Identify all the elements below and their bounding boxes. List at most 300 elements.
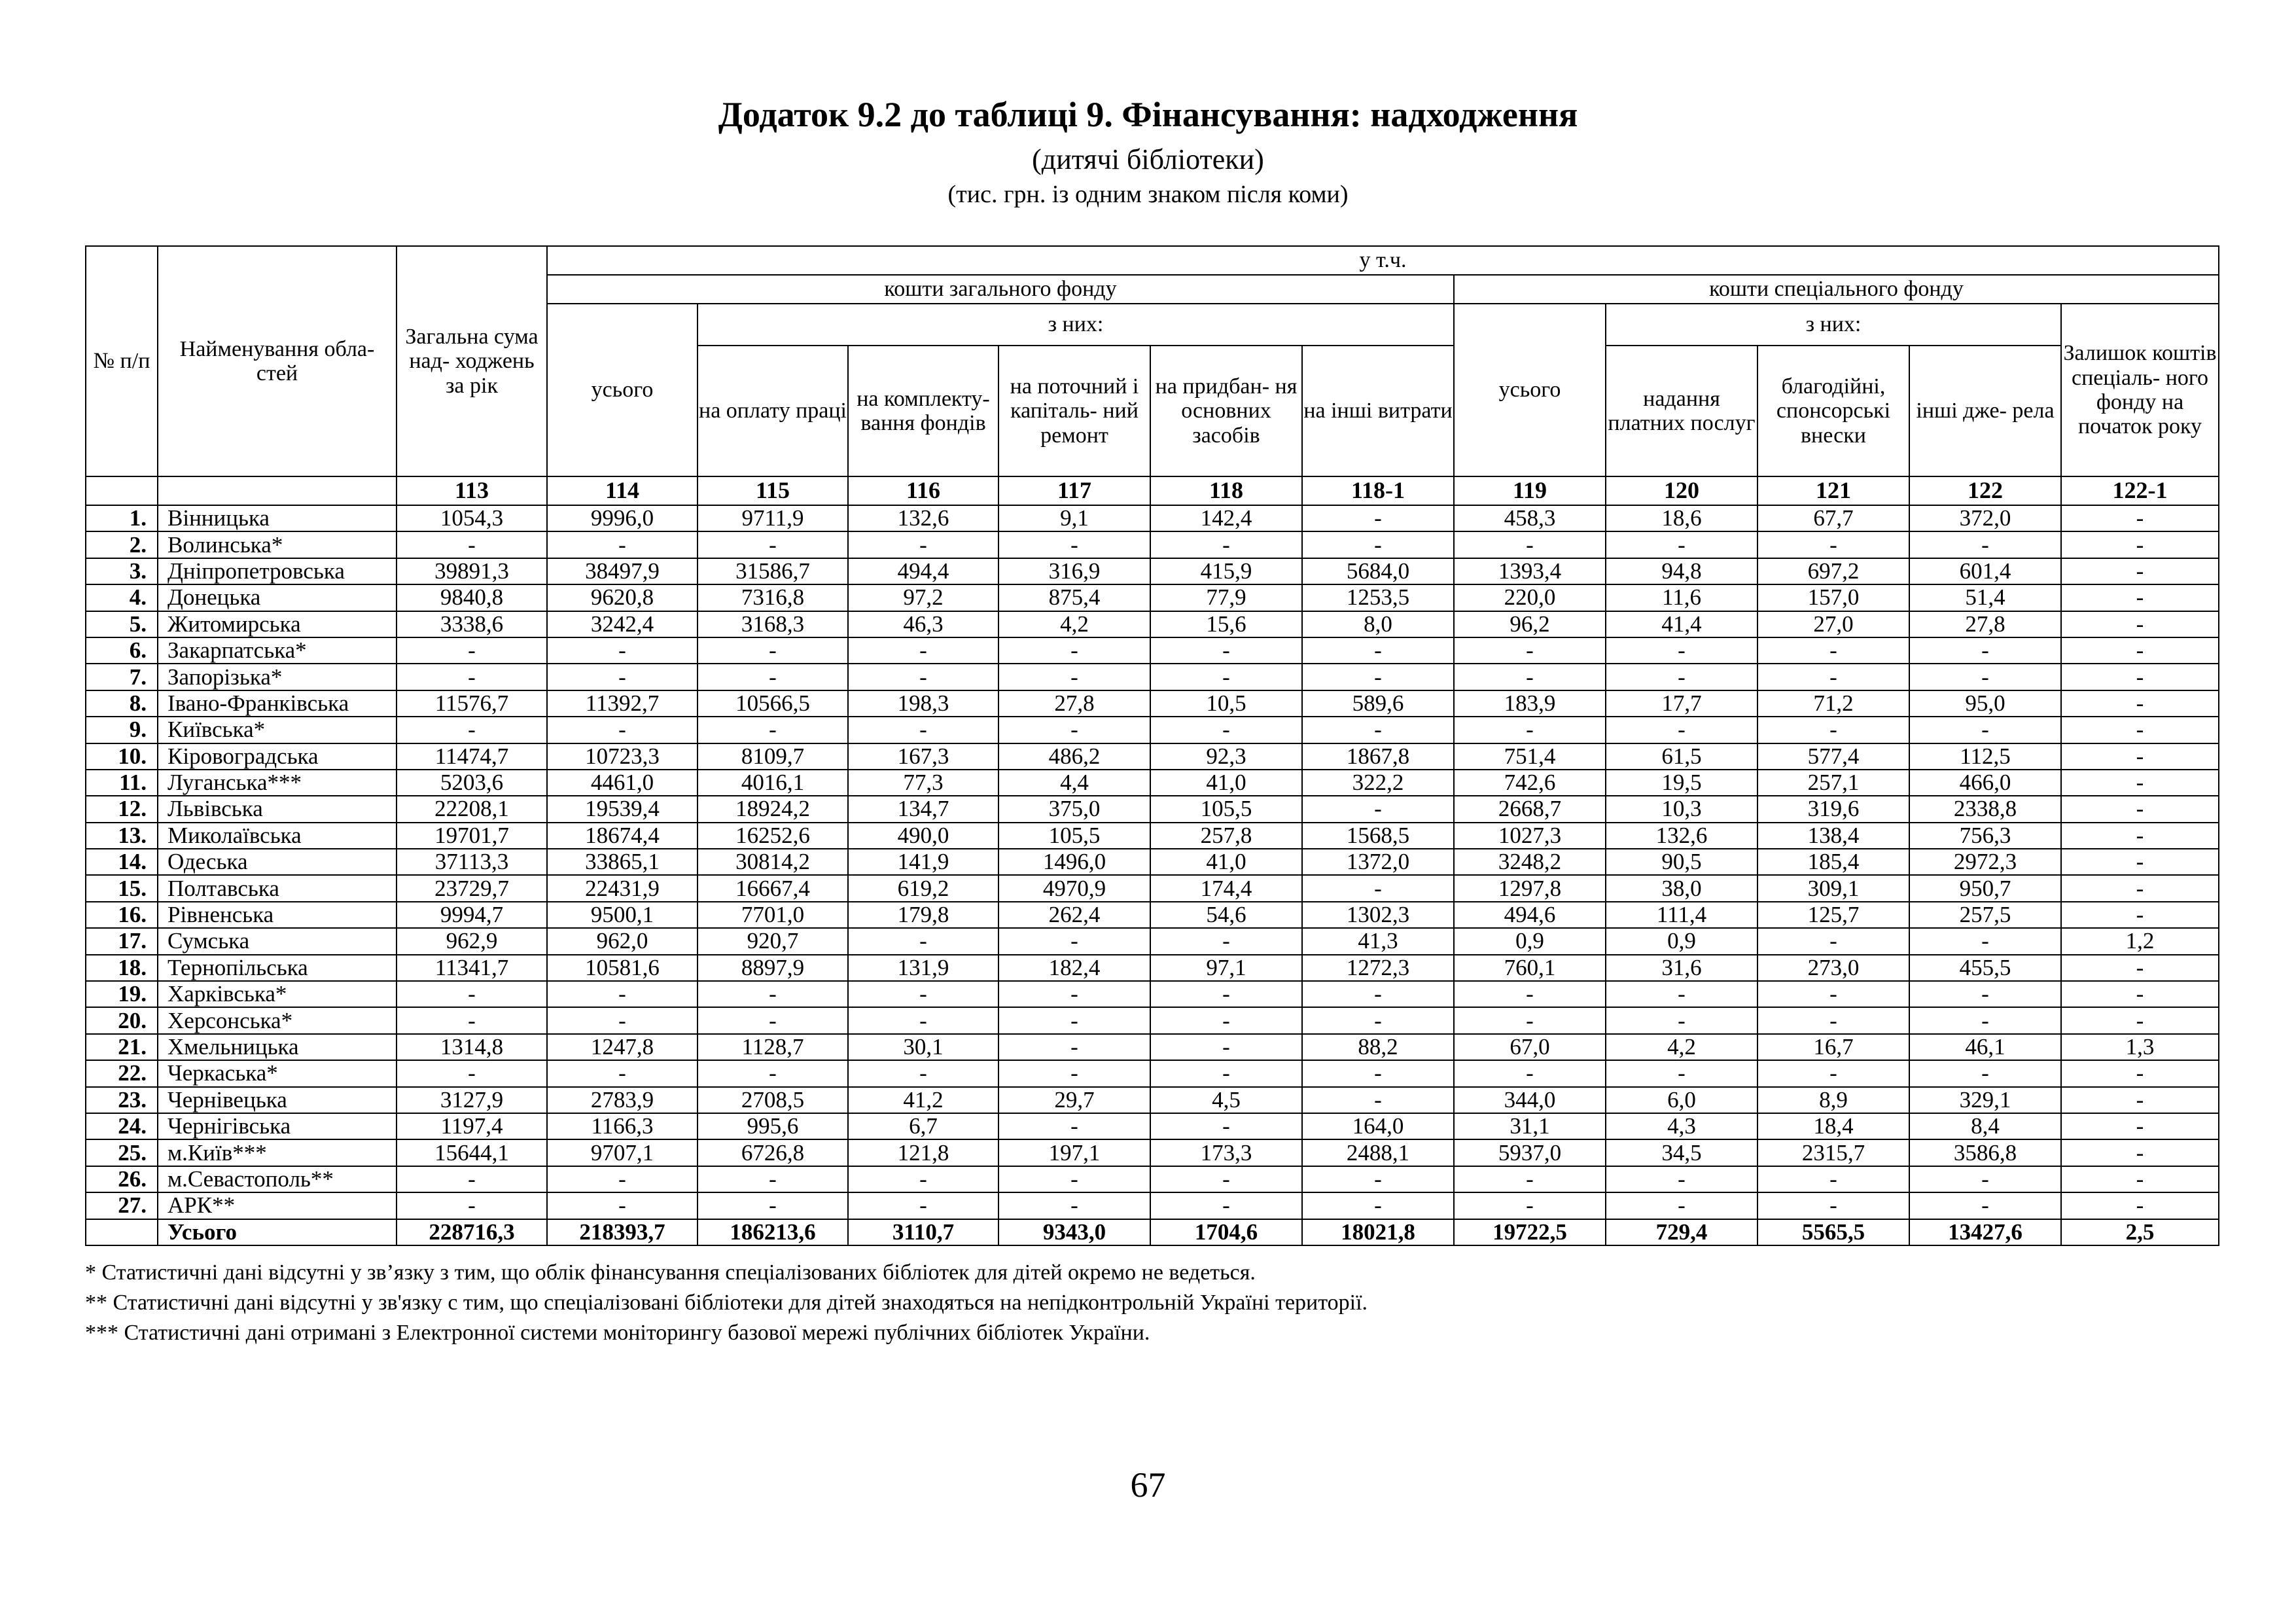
value-cell: 466,0 bbox=[1909, 770, 2061, 796]
value-cell: 29,7 bbox=[998, 1087, 1150, 1113]
value-cell: - bbox=[1757, 1060, 1909, 1086]
value-cell: 5203,6 bbox=[397, 770, 547, 796]
value-cell: 39891,3 bbox=[397, 558, 547, 584]
value-cell: 4,5 bbox=[1150, 1087, 1302, 1113]
value-cell: - bbox=[1757, 1007, 1909, 1033]
row-number: 25. bbox=[86, 1139, 158, 1166]
value-cell: 4,3 bbox=[1606, 1113, 1757, 1139]
row-number bbox=[86, 1219, 158, 1245]
value-cell: 11392,7 bbox=[547, 690, 698, 717]
value-cell: - bbox=[547, 637, 698, 664]
value-cell: - bbox=[2061, 690, 2219, 717]
value-cell: 3168,3 bbox=[698, 611, 848, 637]
header-total: Загальна сума над- ходжень за рік bbox=[397, 246, 547, 476]
value-cell: 3127,9 bbox=[397, 1087, 547, 1113]
value-cell: - bbox=[1606, 664, 1757, 690]
value-cell: 875,4 bbox=[998, 584, 1150, 611]
value-cell: 95,0 bbox=[1909, 690, 2061, 717]
value-cell: - bbox=[698, 1007, 848, 1033]
value-cell: - bbox=[2061, 1087, 2219, 1113]
value-cell: - bbox=[2061, 1166, 2219, 1192]
value-cell: 1054,3 bbox=[397, 505, 547, 531]
region-name: АРК** bbox=[158, 1192, 397, 1219]
value-cell: - bbox=[2061, 1139, 2219, 1166]
value-cell: - bbox=[2061, 1192, 2219, 1219]
column-code: 122 bbox=[1909, 476, 2061, 505]
value-cell: - bbox=[1909, 1192, 2061, 1219]
value-cell: 1867,8 bbox=[1302, 743, 1454, 770]
region-name: Харківська* bbox=[158, 981, 397, 1007]
value-cell: 11474,7 bbox=[397, 743, 547, 770]
header-wages: на оплату праці bbox=[698, 346, 848, 476]
value-cell: - bbox=[1302, 664, 1454, 690]
value-cell: - bbox=[848, 1192, 998, 1219]
table-row bbox=[86, 1060, 2219, 1086]
value-cell: 1253,5 bbox=[1302, 584, 1454, 611]
value-cell: 2315,7 bbox=[1757, 1139, 1909, 1166]
value-cell: - bbox=[1454, 664, 1606, 690]
value-cell: 962,9 bbox=[397, 928, 547, 954]
value-cell: 1314,8 bbox=[397, 1034, 547, 1060]
value-cell: 11576,7 bbox=[397, 690, 547, 717]
value-cell: 375,0 bbox=[998, 796, 1150, 822]
column-codes-row bbox=[86, 476, 2219, 505]
value-cell: 97,2 bbox=[848, 584, 998, 611]
value-cell: - bbox=[1302, 531, 1454, 558]
value-cell: - bbox=[1150, 928, 1302, 954]
table-row bbox=[86, 1166, 2219, 1192]
value-cell: 10,5 bbox=[1150, 690, 1302, 717]
row-number: 11. bbox=[86, 770, 158, 796]
value-cell: 1128,7 bbox=[698, 1034, 848, 1060]
value-cell: 9994,7 bbox=[397, 902, 547, 928]
footnote: ** Статистичні дані відсутні у зв'язку с тим, що спеціалізовані бібліотеки для дітей знаходяться на непідконтрольній Україні території. bbox=[85, 1291, 1368, 1315]
value-cell: 179,8 bbox=[848, 902, 998, 928]
value-cell: - bbox=[1909, 1007, 2061, 1033]
value-cell: 67,0 bbox=[1454, 1034, 1606, 1060]
value-cell: 132,6 bbox=[1606, 823, 1757, 849]
value-cell: 132,6 bbox=[848, 505, 998, 531]
value-cell: 4016,1 bbox=[698, 770, 848, 796]
value-cell: - bbox=[1454, 981, 1606, 1007]
value-cell: - bbox=[1150, 1060, 1302, 1086]
value-cell: 10723,3 bbox=[547, 743, 698, 770]
region-name: Житомирська bbox=[158, 611, 397, 637]
header-charity: благодійні, спонсорські внески bbox=[1757, 346, 1909, 476]
row-number: 20. bbox=[86, 1007, 158, 1033]
units-note: (тис. грн. із одним знаком після коми) bbox=[947, 181, 1349, 208]
header-general-total: усього bbox=[547, 304, 698, 476]
value-cell: - bbox=[848, 531, 998, 558]
header-other-sources: інші дже- рела bbox=[1909, 346, 2061, 476]
column-code: 118 bbox=[1150, 476, 1302, 505]
value-cell: 30,1 bbox=[848, 1034, 998, 1060]
value-cell: - bbox=[1150, 1113, 1302, 1139]
value-cell: 38,0 bbox=[1606, 875, 1757, 901]
region-name: Волинська* bbox=[158, 531, 397, 558]
row-number: 23. bbox=[86, 1087, 158, 1113]
footnotes bbox=[85, 1258, 1368, 1348]
value-cell: 105,5 bbox=[998, 823, 1150, 849]
row-number: 18. bbox=[86, 955, 158, 981]
row-number: 7. bbox=[86, 664, 158, 690]
value-cell: - bbox=[998, 664, 1150, 690]
value-cell: - bbox=[1454, 637, 1606, 664]
value-cell: 257,8 bbox=[1150, 823, 1302, 849]
value-cell: 173,3 bbox=[1150, 1139, 1302, 1166]
value-cell: 2488,1 bbox=[1302, 1139, 1454, 1166]
value-cell: 319,6 bbox=[1757, 796, 1909, 822]
value-cell: 1272,3 bbox=[1302, 955, 1454, 981]
value-cell: - bbox=[2061, 796, 2219, 822]
table-row bbox=[86, 637, 2219, 664]
value-cell: 182,4 bbox=[998, 955, 1150, 981]
table-row bbox=[86, 849, 2219, 875]
table-row bbox=[86, 875, 2219, 901]
value-cell: 3586,8 bbox=[1909, 1139, 2061, 1166]
value-cell: - bbox=[698, 981, 848, 1007]
value-cell: - bbox=[1150, 981, 1302, 1007]
value-cell: 41,3 bbox=[1302, 928, 1454, 954]
row-number: 4. bbox=[86, 584, 158, 611]
value-cell: - bbox=[1150, 531, 1302, 558]
table-row bbox=[86, 664, 2219, 690]
region-name: Кіровоградська bbox=[158, 743, 397, 770]
row-number: 15. bbox=[86, 875, 158, 901]
value-cell: - bbox=[1302, 1007, 1454, 1033]
table-row bbox=[86, 531, 2219, 558]
value-cell: 751,4 bbox=[1454, 743, 1606, 770]
value-cell: - bbox=[1606, 1192, 1757, 1219]
value-cell: 455,5 bbox=[1909, 955, 2061, 981]
value-cell: - bbox=[1150, 1034, 1302, 1060]
total-row bbox=[86, 1219, 2219, 1245]
value-cell: 10581,6 bbox=[547, 955, 698, 981]
value-cell: 16667,4 bbox=[698, 875, 848, 901]
value-cell: - bbox=[1909, 717, 2061, 743]
value-cell: 577,4 bbox=[1757, 743, 1909, 770]
value-cell: 167,3 bbox=[848, 743, 998, 770]
table-row bbox=[86, 717, 2219, 743]
region-name: Полтавська bbox=[158, 875, 397, 901]
value-cell: 742,6 bbox=[1454, 770, 1606, 796]
value-cell: 22208,1 bbox=[397, 796, 547, 822]
region-name: Усього bbox=[158, 1219, 397, 1245]
value-cell: - bbox=[2061, 558, 2219, 584]
value-cell: 3248,2 bbox=[1454, 849, 1606, 875]
value-cell: 1166,3 bbox=[547, 1113, 698, 1139]
value-cell: 0,9 bbox=[1606, 928, 1757, 954]
value-cell: 198,3 bbox=[848, 690, 998, 717]
value-cell: 1302,3 bbox=[1302, 902, 1454, 928]
value-cell: 16252,6 bbox=[698, 823, 848, 849]
value-cell: 2338,8 bbox=[1909, 796, 2061, 822]
row-number: 17. bbox=[86, 928, 158, 954]
region-name: Івано-Франківська bbox=[158, 690, 397, 717]
value-cell: 19,5 bbox=[1606, 770, 1757, 796]
header-incl: у т.ч. bbox=[547, 246, 2219, 275]
value-cell: - bbox=[2061, 505, 2219, 531]
value-cell: - bbox=[1606, 1060, 1757, 1086]
value-cell: - bbox=[698, 1192, 848, 1219]
row-number: 3. bbox=[86, 558, 158, 584]
header-fixed-assets: на придбан- ня основних засобів bbox=[1150, 346, 1302, 476]
row-number: 13. bbox=[86, 823, 158, 849]
value-cell: - bbox=[1757, 664, 1909, 690]
page-number: 67 bbox=[1130, 1465, 1166, 1505]
value-cell: 37113,3 bbox=[397, 849, 547, 875]
header-name: Найменування обла- стей bbox=[158, 246, 397, 476]
value-cell: 228716,3 bbox=[397, 1219, 547, 1245]
value-cell: 9620,8 bbox=[547, 584, 698, 611]
value-cell: 27,8 bbox=[998, 690, 1150, 717]
value-cell: - bbox=[1909, 1060, 2061, 1086]
value-cell: 41,4 bbox=[1606, 611, 1757, 637]
region-name: Рівненська bbox=[158, 902, 397, 928]
row-number: 12. bbox=[86, 796, 158, 822]
value-cell: - bbox=[848, 717, 998, 743]
column-code: 118-1 bbox=[1302, 476, 1454, 505]
value-cell: - bbox=[998, 1034, 1150, 1060]
row-number: 1. bbox=[86, 505, 158, 531]
value-cell: - bbox=[698, 1060, 848, 1086]
column-code: 115 bbox=[698, 476, 848, 505]
value-cell: - bbox=[547, 717, 698, 743]
value-cell: - bbox=[998, 1060, 1150, 1086]
value-cell: 90,5 bbox=[1606, 849, 1757, 875]
value-cell: 344,0 bbox=[1454, 1087, 1606, 1113]
value-cell: 1393,4 bbox=[1454, 558, 1606, 584]
value-cell: 372,0 bbox=[1909, 505, 2061, 531]
region-name: Київська* bbox=[158, 717, 397, 743]
row-number: 8. bbox=[86, 690, 158, 717]
value-cell: 46,1 bbox=[1909, 1034, 2061, 1060]
header-general-fund: кошти загального фонду bbox=[547, 275, 1454, 304]
value-cell: 486,2 bbox=[998, 743, 1150, 770]
table-row bbox=[86, 1034, 2219, 1060]
region-name: Вінницька bbox=[158, 505, 397, 531]
value-cell: 458,3 bbox=[1454, 505, 1606, 531]
value-cell: 19701,7 bbox=[397, 823, 547, 849]
value-cell: - bbox=[1302, 981, 1454, 1007]
table-row bbox=[86, 770, 2219, 796]
value-cell: 589,6 bbox=[1302, 690, 1454, 717]
value-cell: 1297,8 bbox=[1454, 875, 1606, 901]
value-cell: 174,4 bbox=[1150, 875, 1302, 901]
value-cell: 3110,7 bbox=[848, 1219, 998, 1245]
table-header bbox=[86, 246, 2219, 505]
value-cell: 19722,5 bbox=[1454, 1219, 1606, 1245]
value-cell: 19539,4 bbox=[547, 796, 698, 822]
value-cell: 164,0 bbox=[1302, 1113, 1454, 1139]
value-cell: 7316,8 bbox=[698, 584, 848, 611]
value-cell: 30814,2 bbox=[698, 849, 848, 875]
region-name: Закарпатська* bbox=[158, 637, 397, 664]
value-cell: - bbox=[698, 531, 848, 558]
value-cell: - bbox=[998, 1192, 1150, 1219]
value-cell: 183,9 bbox=[1454, 690, 1606, 717]
value-cell: 41,0 bbox=[1150, 849, 1302, 875]
value-cell: - bbox=[698, 1166, 848, 1192]
value-cell: 5565,5 bbox=[1757, 1219, 1909, 1245]
value-cell: 9,1 bbox=[998, 505, 1150, 531]
table-row bbox=[86, 955, 2219, 981]
value-cell: 490,0 bbox=[848, 823, 998, 849]
value-cell: 619,2 bbox=[848, 875, 998, 901]
region-name: Дніпропетровська bbox=[158, 558, 397, 584]
value-cell: 8,4 bbox=[1909, 1113, 2061, 1139]
value-cell: 11341,7 bbox=[397, 955, 547, 981]
footnote: * Статистичні дані відсутні у зв’язку з тим, що облік фінансування спеціалізованих бібліотек для дітей окремо не ведеться. bbox=[85, 1260, 1256, 1285]
table-row bbox=[86, 743, 2219, 770]
column-code: 117 bbox=[998, 476, 1150, 505]
value-cell: - bbox=[848, 1007, 998, 1033]
row-number: 6. bbox=[86, 637, 158, 664]
table-row bbox=[86, 611, 2219, 637]
value-cell: 6,7 bbox=[848, 1113, 998, 1139]
header-paid-services: надання платних послуг bbox=[1606, 346, 1757, 476]
value-cell: - bbox=[1302, 637, 1454, 664]
value-cell: 71,2 bbox=[1757, 690, 1909, 717]
value-cell: - bbox=[698, 637, 848, 664]
value-cell: - bbox=[1757, 1192, 1909, 1219]
value-cell: 218393,7 bbox=[547, 1219, 698, 1245]
row-number: 26. bbox=[86, 1166, 158, 1192]
region-name: м.Севастополь** bbox=[158, 1166, 397, 1192]
value-cell: - bbox=[1757, 637, 1909, 664]
row-number: 22. bbox=[86, 1060, 158, 1086]
region-name: Сумська bbox=[158, 928, 397, 954]
table-row bbox=[86, 558, 2219, 584]
table-row bbox=[86, 1007, 2219, 1033]
value-cell: - bbox=[2061, 981, 2219, 1007]
value-cell: - bbox=[547, 1192, 698, 1219]
value-cell: - bbox=[397, 1166, 547, 1192]
value-cell: 4,2 bbox=[998, 611, 1150, 637]
value-cell: 5937,0 bbox=[1454, 1139, 1606, 1166]
value-cell: - bbox=[547, 1166, 698, 1192]
value-cell: - bbox=[848, 981, 998, 1007]
value-cell: 17,7 bbox=[1606, 690, 1757, 717]
value-cell: 41,2 bbox=[848, 1087, 998, 1113]
value-cell: 15644,1 bbox=[397, 1139, 547, 1166]
region-name: Херсонська* bbox=[158, 1007, 397, 1033]
value-cell: - bbox=[1150, 1007, 1302, 1033]
value-cell: 1,2 bbox=[2061, 928, 2219, 954]
value-cell: - bbox=[547, 1007, 698, 1033]
value-cell: 257,1 bbox=[1757, 770, 1909, 796]
value-cell: - bbox=[2061, 584, 2219, 611]
value-cell: - bbox=[848, 928, 998, 954]
value-cell: 257,5 bbox=[1909, 902, 2061, 928]
value-cell: - bbox=[1302, 1060, 1454, 1086]
value-cell: 16,7 bbox=[1757, 1034, 1909, 1060]
value-cell: 77,9 bbox=[1150, 584, 1302, 611]
table-row bbox=[86, 1192, 2219, 1219]
value-cell: 185,4 bbox=[1757, 849, 1909, 875]
value-cell: 1372,0 bbox=[1302, 849, 1454, 875]
value-cell: 1197,4 bbox=[397, 1113, 547, 1139]
value-cell: 15,6 bbox=[1150, 611, 1302, 637]
value-cell: 329,1 bbox=[1909, 1087, 2061, 1113]
value-cell: 31586,7 bbox=[698, 558, 848, 584]
value-cell: - bbox=[1302, 1192, 1454, 1219]
value-cell: - bbox=[2061, 955, 2219, 981]
table-row bbox=[86, 823, 2219, 849]
value-cell: - bbox=[1150, 1192, 1302, 1219]
value-cell: 121,8 bbox=[848, 1139, 998, 1166]
value-cell: 8109,7 bbox=[698, 743, 848, 770]
value-cell: 111,4 bbox=[1606, 902, 1757, 928]
value-cell: - bbox=[1757, 1166, 1909, 1192]
value-cell: - bbox=[2061, 770, 2219, 796]
value-cell: - bbox=[1757, 531, 1909, 558]
value-cell: 756,3 bbox=[1909, 823, 2061, 849]
row-number: 24. bbox=[86, 1113, 158, 1139]
value-cell: 3338,6 bbox=[397, 611, 547, 637]
column-code: 120 bbox=[1606, 476, 1757, 505]
value-cell: - bbox=[998, 1166, 1150, 1192]
value-cell: 494,6 bbox=[1454, 902, 1606, 928]
column-code: 121 bbox=[1757, 476, 1909, 505]
value-cell: 88,2 bbox=[1302, 1034, 1454, 1060]
row-number: 19. bbox=[86, 981, 158, 1007]
value-cell: 92,3 bbox=[1150, 743, 1302, 770]
value-cell: 601,4 bbox=[1909, 558, 2061, 584]
value-cell: 962,0 bbox=[547, 928, 698, 954]
financing-table bbox=[85, 245, 2219, 1246]
value-cell: 9707,1 bbox=[547, 1139, 698, 1166]
value-cell: - bbox=[848, 637, 998, 664]
value-cell: 262,4 bbox=[998, 902, 1150, 928]
value-cell: - bbox=[1150, 637, 1302, 664]
value-cell: 9840,8 bbox=[397, 584, 547, 611]
header-of-which-special: з них: bbox=[1606, 304, 2061, 346]
value-cell: 9996,0 bbox=[547, 505, 698, 531]
value-cell: 38497,9 bbox=[547, 558, 698, 584]
row-number: 21. bbox=[86, 1034, 158, 1060]
value-cell: 18,4 bbox=[1757, 1113, 1909, 1139]
value-cell: - bbox=[1454, 531, 1606, 558]
value-cell: - bbox=[698, 717, 848, 743]
value-cell: - bbox=[998, 1007, 1150, 1033]
value-cell: 197,1 bbox=[998, 1139, 1150, 1166]
value-cell: 220,0 bbox=[1454, 584, 1606, 611]
table-row bbox=[86, 1113, 2219, 1139]
value-cell: - bbox=[547, 664, 698, 690]
region-name: Чернігівська bbox=[158, 1113, 397, 1139]
region-name: Тернопільська bbox=[158, 955, 397, 981]
value-cell: 729,4 bbox=[1606, 1219, 1757, 1245]
value-cell: - bbox=[2061, 1007, 2219, 1033]
value-cell: - bbox=[1606, 717, 1757, 743]
value-cell: 2783,9 bbox=[547, 1087, 698, 1113]
value-cell: - bbox=[1302, 796, 1454, 822]
header-other-expenses: на інші витрати bbox=[1302, 346, 1454, 476]
value-cell: - bbox=[1454, 1060, 1606, 1086]
value-cell: - bbox=[998, 717, 1150, 743]
value-cell: 4,4 bbox=[998, 770, 1150, 796]
value-cell: - bbox=[2061, 902, 2219, 928]
value-cell: 18,6 bbox=[1606, 505, 1757, 531]
value-cell: - bbox=[2061, 743, 2219, 770]
value-cell: 31,6 bbox=[1606, 955, 1757, 981]
document-title: Додаток 9.2 до таблиці 9. Фінансування: надходження bbox=[718, 95, 1578, 134]
region-name: Чернівецька bbox=[158, 1087, 397, 1113]
value-cell: - bbox=[397, 664, 547, 690]
value-cell: 4,2 bbox=[1606, 1034, 1757, 1060]
value-cell: 27,8 bbox=[1909, 611, 2061, 637]
